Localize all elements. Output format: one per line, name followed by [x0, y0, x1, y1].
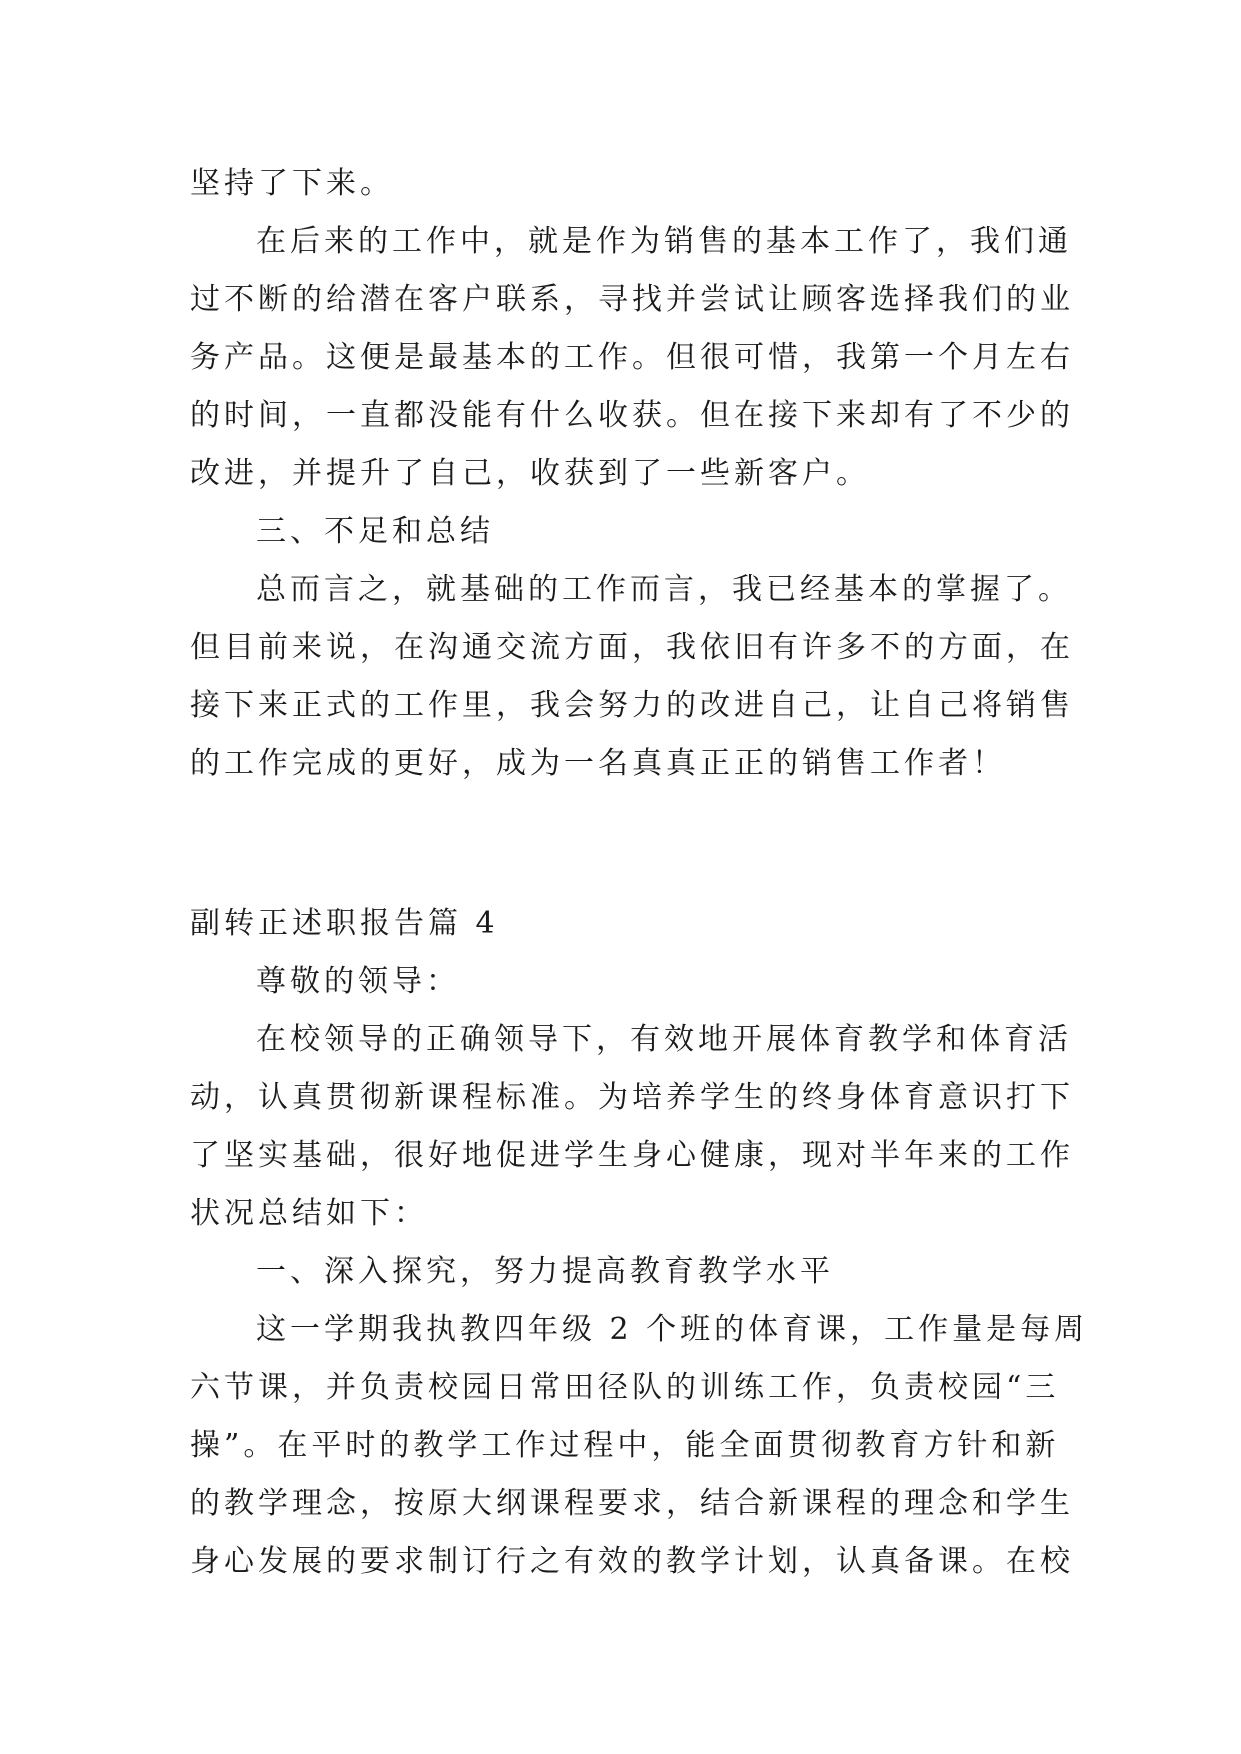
paragraph-line: 动，认真贯彻新课程标准。为培养学生的终身体育意识打下 [190, 1080, 1074, 1115]
paragraph-line: 在校领导的正确领导下，有效地开展体育教学和体育活 [256, 1022, 1072, 1057]
paragraph-line: 的时间，一直都没能有什么收获。但在接下来却有了不少的 [190, 398, 1074, 433]
subheading-line: 一、深入探究，努力提高教育教学水平 [256, 1254, 834, 1289]
paragraph-line: 六节课，并负责校园日常田径队的训练工作，负责校园“三 [190, 1370, 1060, 1405]
paragraph-line: 务产品。这便是最基本的工作。但很可惜，我第一个月左右 [190, 340, 1074, 375]
paragraph-line: 坚持了下来。 [190, 166, 394, 201]
paragraph-line: 的教学理念，按原大纲课程要求，结合新课程的理念和学生 [190, 1486, 1074, 1521]
paragraph-line: 但目前来说，在沟通交流方面，我依旧有许多不的方面，在 [190, 630, 1074, 665]
paragraph-line: 了坚实基础，很好地促进学生身心健康，现对半年来的工作 [190, 1138, 1074, 1173]
paragraph-line: 状况总结如下： [190, 1196, 428, 1231]
paragraph-line: 操”。在平时的教学工作过程中，能全面贯彻教育方针和新 [190, 1428, 1060, 1463]
paragraph-line: 身心发展的要求制订行之有效的教学计划，认真备课。在校 [190, 1544, 1074, 1579]
paragraph-line: 过不断的给潜在客户联系，寻找并尝试让顾客选择我们的业 [190, 282, 1074, 317]
paragraph-line: 在后来的工作中，就是作为销售的基本工作了，我们通 [256, 224, 1072, 259]
paragraph-line: 总而言之，就基础的工作而言，我已经基本的掌握了。 [256, 572, 1072, 607]
section-report-4 [190, 895, 1089, 1591]
paragraph-line: 改进，并提升了自己，收获到了一些新客户。 [190, 456, 870, 491]
section-sales-summary [190, 155, 1074, 793]
section-title: 副转正述职报告篇 4 [190, 906, 499, 941]
subheading-line: 三、不足和总结 [256, 514, 494, 549]
paragraph-line: 的工作完成的更好，成为一名真真正正的销售工作者！ [190, 746, 1006, 781]
paragraph-line: 这一学期我执教四年级 2 个班的体育课，工作量是每周 [256, 1312, 1089, 1347]
paragraph-line: 接下来正式的工作里，我会努力的改进自己，让自己将销售 [190, 688, 1074, 723]
salutation-line: 尊敬的领导： [256, 964, 460, 999]
